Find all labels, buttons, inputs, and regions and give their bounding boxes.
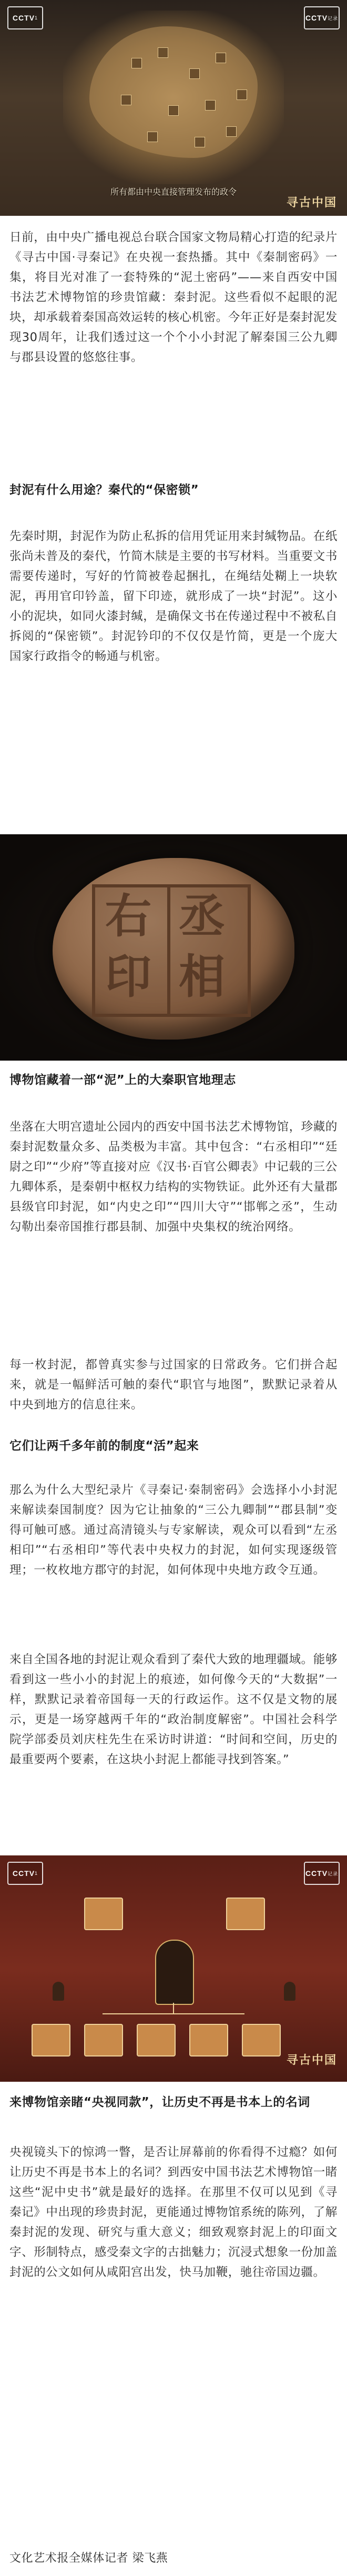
official-rank-box	[242, 2024, 281, 2056]
video-subtitle: 所有都由中央直接管理发布的政令	[110, 187, 237, 197]
cctv1-logo: CCTV 1	[7, 1862, 43, 1885]
cctv-documentary-logo: CCTV 记录	[304, 1862, 340, 1885]
official-rank-box	[189, 2024, 228, 2056]
map-marker	[195, 137, 205, 147]
paragraph-usage: 先秦时期，封泥作为防止私拆的信用凭证用来封缄物品。在纸张尚未普及的秦代，竹简木牍是主要的书写材料。当重要文书需要传递时，写好的竹简被卷起捆扎，在绳结处糊上一块软泥，再用官印钤盖，留下印迹，就形成了一块“封泥”。这小小的泥块，如同火漆封缄，是确保文书在传递过程中不被私自拆阅的“保密锁”。封泥钤印的不仅仅是竹简，更是一个庞大国家行政指令的畅通与机密。	[9, 530, 338, 663]
section-heading-visit: 来博物馆亲睹“央视同款”，让历史不再是书本上的名词	[9, 2095, 310, 2109]
seal-character: 右	[105, 888, 152, 943]
intro-paragraph: 日前，由中央广播电视总台联合国家文物局精心打造的纪录片《寻古中国·寻秦记》在央视一套热播。其中《秦制密码》一集，将目光对准了一套特殊的“泥土密码”——来自西安中国书法艺术博物馆的珍贵馆藏：秦封泥。这些看似不起眼的泥块，却承载着秦国高效运转的核心机密。今年正好是秦封泥发现30周年，让我们透过这一个个小小封泥了解秦国三公九卿与郡县设置的悠悠往事。	[9, 231, 338, 364]
official-rank-box	[226, 1898, 265, 1930]
video-still-top	[0, 0, 347, 216]
official-rank-box	[84, 2024, 123, 2056]
map-marker	[237, 89, 247, 100]
paragraph-museum: 坐落在大明宫遗址公园内的西安中国书法艺术博物馆，珍藏的秦封泥数量众多、品类极为丰富。其中包含：“右丞相印”“廷尉之印”“少府”等直接对应《汉书·百官公卿表》中记载的三公九卿体系，是秦朝中枢权力结构的实物铁证。此外还有大量郡县级官印封泥，如“内史之印”“四川大守”“邯郸之丞”，生动勾勒出秦帝国推行郡县制、加强中央集权的统治网络。	[9, 1120, 338, 1234]
hierarchy-line	[103, 2013, 244, 2014]
emperor-figure	[155, 1940, 194, 2005]
map-marker	[205, 100, 216, 111]
paragraph-visit: 央视镜头下的惊鸿一瞥，是否让屏幕前的你看得不过瘾？如何让历史不再是书本上的名词？到西安中国书法艺术博物馆一睹这些“泥中史书”就是最好的选择。在那里不仅可以见到《寻秦记》中出现的珍贵封泥，更能通过博物馆系统的陈列，了解秦封泥的发现、研究与重大意义；细致观察封泥上的印面文字、形制特点，感受秦文字的古拙魅力；沉浸式想象一份加盖封泥的公文如何从咸阳宫出发，快马加鞭，驰往帝国边疆。	[9, 2145, 338, 2279]
seal-character: 丞	[179, 888, 226, 943]
official-rank-box	[84, 1898, 123, 1930]
official-rank-box	[137, 2024, 176, 2056]
hierarchy-line	[173, 2003, 174, 2013]
map-marker	[131, 58, 142, 68]
seal-character: 印	[105, 949, 152, 1004]
cctv1-logo: CCTV 1	[7, 6, 43, 29]
seal-character: 相	[179, 949, 226, 1004]
author-signature: 文化艺术报全媒体记者 梁飞燕	[9, 2552, 168, 2565]
paragraph-each-seal: 每一枚封泥，都曾真实参与过国家的日常政务。它们拼合起来，就是一幅鲜活可触的秦代“职官与地图”，默默记录着从中央到地方的信息往来。	[9, 1358, 338, 1412]
map-marker	[158, 47, 168, 58]
seal-stamp-divider	[167, 884, 170, 1017]
official-figure	[284, 1982, 295, 2001]
map-marker	[147, 132, 158, 142]
paragraph-why-seals: 那么为什么大型纪录片《寻秦记·秦制密码》会选择小小封泥来解读秦国制度？因为它让抽象的“三公九卿制”“郡县制”变得可触可感。通过高清镜头与专家解读，观众可以看到“左丞相印”“右丞相印”等代表中央权力的封泥，如何实现逐级管理；一枚枚地方郡守的封泥，如何体现中央地方政令互通。	[9, 1483, 338, 1577]
video-still-bottom	[0, 1855, 347, 2082]
map-marker	[189, 68, 200, 79]
section-heading-system: 它们让两千多年前的制度“活”起来	[9, 1439, 199, 1453]
program-logo: 寻古中国	[287, 2053, 338, 2067]
paragraph-territory: 来自全国各地的封泥让观众看到了秦代大致的地理疆域。能够看到这一些小小的封泥上的痕迹，如何像今天的“大数据”一样，默默记录着帝国每一天的行政运作。这不仅是文物的展示，更是一场穿越两千年的“政治制度解密”。中国社会科学院学部委员刘庆柱先生在采访时讲道：“时间和空间，历史的最重要两个要素，在这块小封泥上都能寻找到答案。”	[9, 1653, 338, 1766]
map-marker	[226, 126, 237, 137]
official-figure	[53, 1982, 64, 2001]
section-heading-museum: 博物馆藏着一部“泥”上的大秦职官地理志	[9, 1073, 236, 1087]
map-marker	[168, 105, 179, 116]
section-heading-usage: 封泥有什么用途？秦代的“保密锁”	[9, 483, 199, 497]
map-marker	[216, 53, 226, 63]
program-logo: 寻古中国	[287, 196, 338, 209]
map-marker	[121, 95, 131, 105]
cctv-documentary-logo: CCTV 记录	[304, 6, 340, 29]
official-rank-box	[32, 2024, 70, 2056]
clay-seal-photo	[0, 834, 347, 1061]
